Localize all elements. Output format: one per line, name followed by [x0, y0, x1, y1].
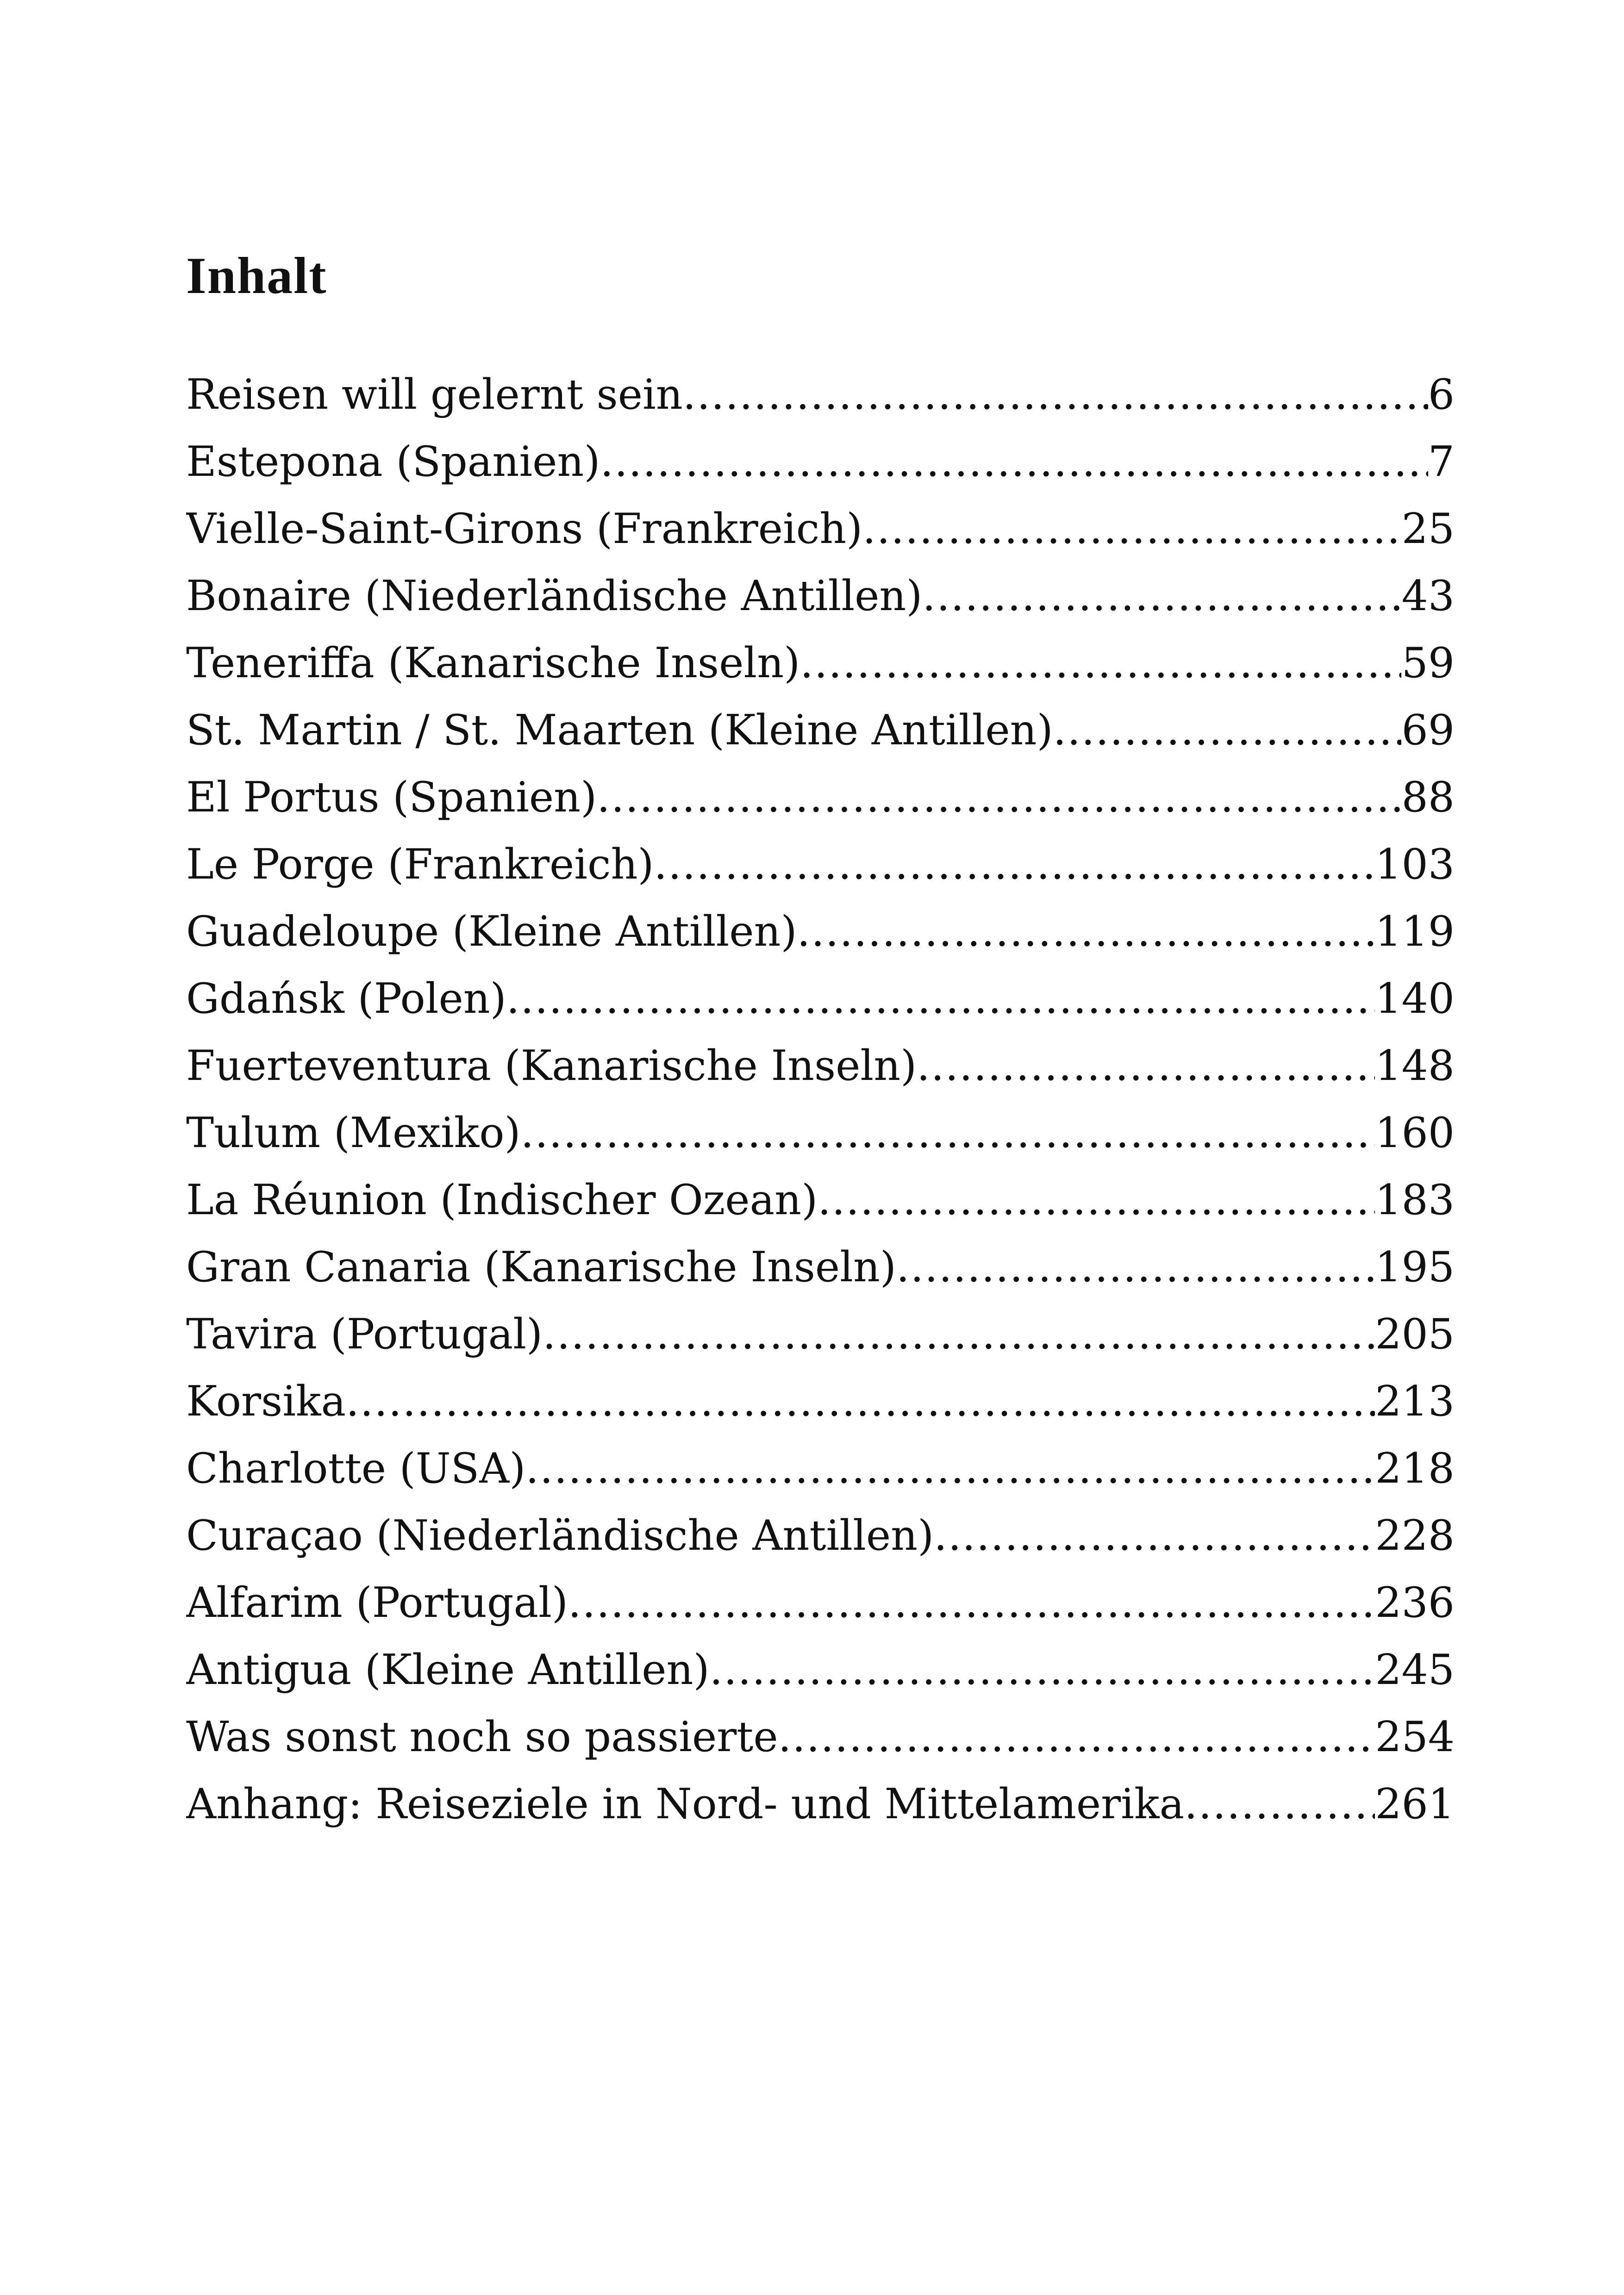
toc-entry-title: Gran Canaria (Kanarische Inseln) — [186, 1243, 897, 1291]
toc-entry-page-number: 140 — [1375, 974, 1455, 1023]
toc-entry-page-number: 205 — [1375, 1310, 1455, 1359]
toc-entry-title: Le Porge (Frankreich) — [186, 840, 654, 889]
toc-entry — [186, 1780, 1455, 1847]
toc-entry-title: El Portus (Spanien) — [186, 773, 597, 822]
dot-leader — [568, 1578, 1375, 1627]
table-of-contents — [186, 370, 1455, 1847]
dot-leader — [797, 907, 1375, 956]
dot-leader — [346, 1377, 1375, 1426]
dot-leader — [654, 840, 1375, 889]
toc-entry-title: Vielle-Saint-Girons (Frankreich) — [186, 505, 863, 553]
toc-entry-page-number: 119 — [1375, 907, 1455, 956]
toc-entry — [186, 1511, 1455, 1578]
dot-leader — [818, 1176, 1375, 1224]
toc-entry-page-number: 245 — [1375, 1646, 1455, 1694]
dot-leader — [525, 1444, 1375, 1493]
toc-entry — [186, 773, 1455, 840]
toc-entry — [186, 639, 1455, 706]
toc-entry-page-number: 6 — [1428, 370, 1455, 419]
dot-leader — [597, 773, 1401, 822]
toc-entry-page-number: 148 — [1375, 1041, 1455, 1090]
dot-leader — [917, 1041, 1375, 1090]
toc-entry-page-number: 261 — [1375, 1780, 1455, 1828]
toc-entry-page-number: 213 — [1375, 1377, 1455, 1426]
dot-leader — [543, 1310, 1375, 1359]
toc-entry-title: Fuerteventura (Kanarische Inseln) — [186, 1041, 917, 1090]
toc-entry-title: Teneriffa (Kanarische Inseln) — [186, 639, 800, 687]
toc-entry — [186, 572, 1455, 639]
toc-entry-page-number: 236 — [1375, 1578, 1455, 1627]
dot-leader — [800, 639, 1401, 687]
toc-entry-page-number: 254 — [1375, 1713, 1455, 1761]
dot-leader — [710, 1646, 1375, 1694]
toc-entry-page-number: 43 — [1401, 572, 1455, 620]
toc-entry-title: Tavira (Portugal) — [186, 1310, 543, 1359]
toc-entry-title: Reisen will gelernt sein — [186, 370, 683, 419]
dot-leader — [521, 1109, 1375, 1157]
toc-entry-title: Guadeloupe (Kleine Antillen) — [186, 907, 797, 956]
dot-leader — [1053, 706, 1402, 755]
dot-leader — [922, 572, 1401, 620]
toc-entry-page-number: 228 — [1375, 1511, 1455, 1560]
toc-entry — [186, 437, 1455, 505]
toc-entry-page-number: 7 — [1428, 437, 1455, 486]
toc-entry-page-number: 183 — [1375, 1176, 1455, 1224]
toc-entry — [186, 1109, 1455, 1176]
toc-entry-title: St. Martin / St. Maarten (Kleine Antillen) — [186, 706, 1053, 755]
toc-entry — [186, 1444, 1455, 1511]
toc-entry-page-number: 218 — [1375, 1444, 1455, 1493]
toc-entry — [186, 1041, 1455, 1109]
toc-entry-title: Alfarim (Portugal) — [186, 1578, 568, 1627]
toc-entry — [186, 1646, 1455, 1713]
toc-entry — [186, 1578, 1455, 1646]
toc-entry — [186, 974, 1455, 1041]
toc-entry-title: Anhang: Reiseziele in Nord- und Mittelamerika — [186, 1780, 1185, 1828]
toc-entry-title: Antigua (Kleine Antillen) — [186, 1646, 710, 1694]
toc-entry-title: La Réunion (Indischer Ozean) — [186, 1176, 818, 1224]
toc-entry-page-number: 69 — [1401, 706, 1455, 755]
toc-entry-title: Charlotte (USA) — [186, 1444, 526, 1493]
toc-entry — [186, 907, 1455, 974]
toc-entry-title: Curaçao (Niederländische Antillen) — [186, 1511, 934, 1560]
dot-leader — [683, 370, 1428, 419]
dot-leader — [1184, 1780, 1375, 1828]
toc-entry — [186, 1713, 1455, 1780]
dot-leader — [778, 1713, 1375, 1761]
toc-entry-title: Tulum (Mexiko) — [186, 1109, 521, 1157]
toc-entry — [186, 1176, 1455, 1243]
toc-entry-title: Korsika — [186, 1377, 346, 1426]
toc-entry — [186, 370, 1455, 437]
toc-entry-page-number: 88 — [1401, 773, 1455, 822]
toc-entry — [186, 505, 1455, 572]
toc-entry — [186, 1310, 1455, 1377]
toc-entry-page-number: 160 — [1375, 1109, 1455, 1157]
dot-leader — [934, 1511, 1375, 1560]
toc-entry-title: Bonaire (Niederländische Antillen) — [186, 572, 923, 620]
dot-leader — [506, 974, 1375, 1023]
toc-entry-page-number: 195 — [1375, 1243, 1455, 1291]
toc-entry-page-number: 25 — [1401, 505, 1455, 553]
dot-leader — [600, 437, 1428, 486]
dot-leader — [862, 505, 1401, 553]
toc-entry — [186, 1377, 1455, 1444]
toc-entry — [186, 706, 1455, 773]
page-title: Inhalt — [186, 247, 327, 305]
toc-entry-page-number: 59 — [1401, 639, 1455, 687]
toc-entry — [186, 840, 1455, 907]
toc-entry-title: Gdańsk (Polen) — [186, 974, 506, 1023]
toc-entry-title: Estepona (Spanien) — [186, 437, 600, 486]
toc-entry-page-number: 103 — [1375, 840, 1455, 889]
toc-entry — [186, 1243, 1455, 1310]
toc-entry-title: Was sonst noch so passierte — [186, 1713, 778, 1761]
dot-leader — [896, 1243, 1375, 1291]
